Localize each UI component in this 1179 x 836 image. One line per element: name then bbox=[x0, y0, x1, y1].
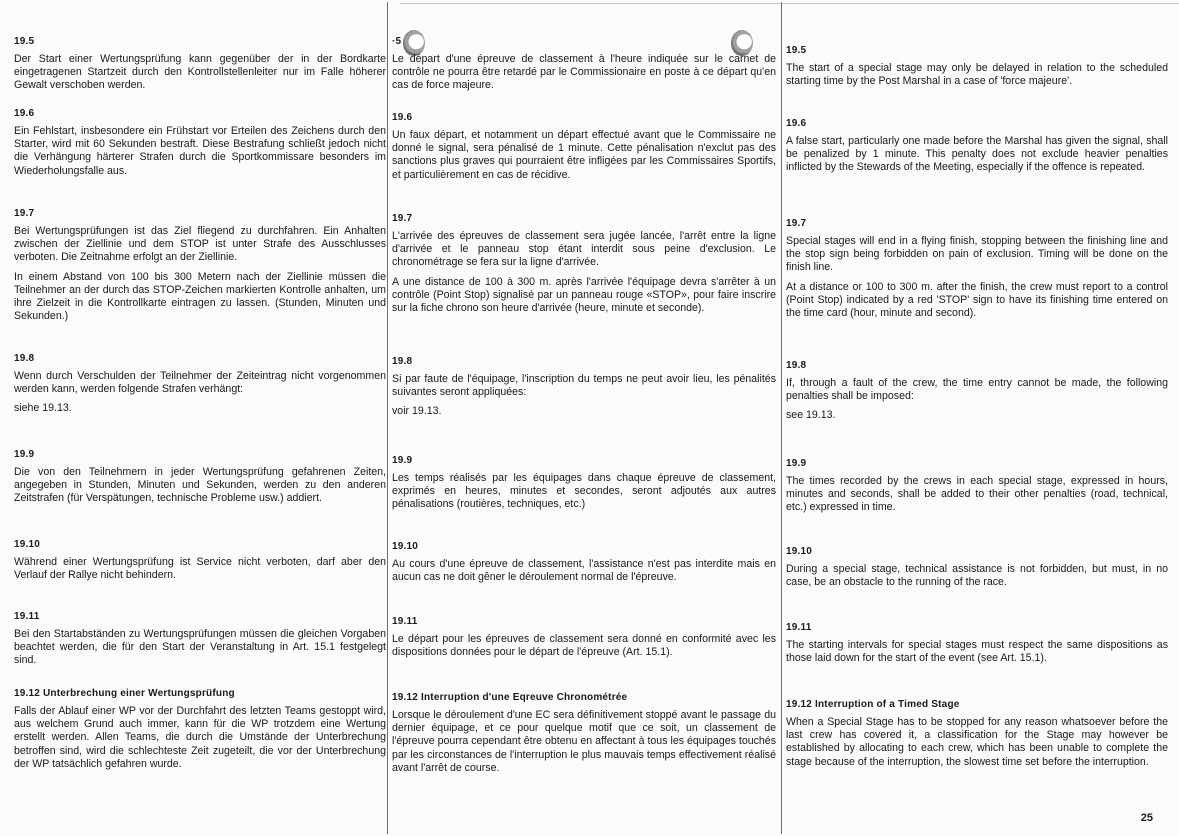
section-heading: 19.10 bbox=[786, 546, 813, 557]
section-paragraph: Si par faute de l'équipage, l'inscription du temps ne peut avoir lieu, les pénalités suivantes seront appliquées: bbox=[392, 373, 776, 399]
section-heading: 19.9 bbox=[392, 455, 413, 466]
section-paragraph: In einem Abstand von 100 bis 300 Metern nach der Ziellinie müssen die Teilnehmer an der durch das STOP-Zeichen markierten Kontrolle anhalten, um ihre Zielzeit in die Kontrollkarte eintragen zu lassen. (Stunden, Minuten und Sekunden.) bbox=[14, 270, 386, 323]
section-heading: 19.7 bbox=[392, 213, 413, 224]
section-en-10 bbox=[786, 546, 1168, 595]
section-heading: 19.11 bbox=[786, 622, 812, 633]
column-english bbox=[786, 0, 1168, 836]
section-heading: 19.8 bbox=[786, 360, 807, 371]
section-de-8 bbox=[14, 353, 386, 422]
section-paragraph: Während einer Wertungsprüfung ist Service nicht verboten, darf aber den Verlauf der Rallye nicht behindern. bbox=[14, 556, 386, 582]
section-heading: 19.12 Unterbrechung einer Wertungsprüfung bbox=[14, 688, 235, 699]
section-de-7 bbox=[14, 208, 386, 329]
section-heading: 19.12 Interruption d'une Eqreuve Chronométrée bbox=[392, 692, 628, 703]
section-en-8 bbox=[786, 360, 1168, 429]
section-heading: 19.6 bbox=[392, 112, 413, 123]
section-paragraph: Au cours d'une épreuve de classement, l'assistance n'est pas interdite mais en aucun cas ne doit gêner le déroulement normal de l'épreuve. bbox=[392, 558, 776, 584]
section-de-5 bbox=[14, 36, 386, 99]
section-de-12 bbox=[14, 688, 386, 777]
section-paragraph: siehe 19.13. bbox=[14, 402, 72, 415]
section-fr-9 bbox=[392, 455, 776, 518]
section-heading: 19.7 bbox=[786, 218, 807, 229]
section-heading: 19.8 bbox=[392, 356, 413, 367]
section-heading: 19.11 bbox=[392, 616, 418, 627]
section-fr-11 bbox=[392, 616, 776, 665]
column-german bbox=[14, 0, 386, 836]
section-paragraph: The starting intervals for special stages must respect the same dispositions as those laid down for the start of the event (see Art. 15.1). bbox=[786, 639, 1168, 665]
section-paragraph: Bei den Startabständen zu Wertungsprüfungen müssen die gleichen Vorgaben beachtet werden, die für den Start der Veranstaltung in Art. 15.1 festgelegt sind. bbox=[14, 628, 386, 667]
section-heading: 19.8 bbox=[14, 353, 35, 364]
section-paragraph: If, through a fault of the crew, the time entry cannot be made, the following penalties shall be imposed: bbox=[786, 377, 1168, 403]
section-fr-6 bbox=[392, 112, 776, 188]
section-de-9 bbox=[14, 449, 386, 512]
section-paragraph: Lorsque le déroulement d'une EC sera définitivement stoppé avant le passage du dernier équipage, et ce pour quelque motif que ce soit, un classement de l'épreuve pourra cependant être obtenu en affectant à tous les équipages touchés par les circonstances de l'interruption le plus mauvais temps effectivement réalisé avant l'arrêt de course. bbox=[392, 709, 776, 774]
section-heading: 19.10 bbox=[392, 541, 419, 552]
section-paragraph: Les temps réalisés par les équipages dans chaque épreuve de classement, exprimés en heures, minutes et secondes, seront adjoutés aux autres pénalisations (routières, techniques, etc.) bbox=[392, 472, 776, 511]
column-divider bbox=[387, 2, 388, 834]
section-paragraph: L'arrivée des épreuves de classement sera jugée lancée, l'arrêt entre la ligne d'arrivée et le panneau stop étant interdit sous peine d'exclusion. Le chronométrage se fera sur la ligne d'arrivée. bbox=[392, 230, 776, 269]
section-heading: 19.6 bbox=[14, 108, 35, 119]
section-paragraph: The times recorded by the crews in each special stage, expressed in hours, minutes and seconds, shall be added to their other penalties (road, technical, etc.) expressed in time. bbox=[786, 475, 1168, 514]
section-heading: 19.7 bbox=[14, 208, 35, 219]
section-heading: ·5 bbox=[392, 36, 402, 47]
section-heading: 19.10 bbox=[14, 539, 41, 550]
section-paragraph: Falls der Ablauf einer WP vor der Durchfahrt des letzten Teams gestoppt wird, aus welchem Grund auch immer, kann für die WP trotzdem eine Wertung erstellt werden. Allen Teams, die durch die Umstände der Unterbrechung betroffen sind, wird die schlechteste Zeit zugeteilt, die vor der Unterbrechung der WP tatsächlich gefahren wurde. bbox=[14, 705, 386, 770]
section-en-5 bbox=[786, 45, 1168, 94]
section-heading: 19.9 bbox=[14, 449, 35, 460]
section-paragraph: voir 19.13. bbox=[392, 405, 442, 418]
page-number: 25 bbox=[1140, 812, 1153, 824]
section-en-7 bbox=[786, 218, 1168, 326]
section-paragraph: Ein Fehlstart, insbesondere ein Frühstart vor Erteilen des Zeichens durch den Starter, wird mit 60 Sekunden bestraft. Diese Bestrafung schließt jedoch nicht die Verhängung härterer Strafen durch die Sportkommissare besonders im Wiederholungsfalle aus. bbox=[14, 125, 386, 177]
section-paragraph: Special stages will end in a flying finish, stopping between the finishing line and the stop sign being forbidden on pain of exclusion. Timing will be done on the finish line. bbox=[786, 235, 1168, 274]
section-heading: 19.9 bbox=[786, 458, 807, 469]
section-paragraph: The start of a special stage may only be delayed in relation to the scheduled starting time by the Post Marshal in a case of 'force majeure'. bbox=[786, 62, 1168, 88]
section-heading: 19.5 bbox=[786, 45, 807, 56]
section-paragraph: A false start, particularly one made before the Marshal has given the signal, shall be penalized by 1 minute. This penalty does not exclude heavier penalties inflicted by the Stewards of the Meeting, especially if the offence is repeated. bbox=[786, 135, 1168, 174]
section-fr-8 bbox=[392, 356, 776, 425]
section-paragraph: Der Start einer Wertungsprüfung kann gegenüber der in der Bordkarte eingetragenen Startzeit durch den Kontrollstellenleiter nur im Falle höherer Gewalt verschoben werden. bbox=[14, 53, 386, 92]
section-paragraph: Wenn durch Verschulden der Teilnehmer der Zeiteintrag nicht vorgenommen werden kann, werden folgende Strafen verhängt: bbox=[14, 370, 386, 396]
section-de-10 bbox=[14, 539, 386, 588]
section-paragraph: Bei Wertungsprüfungen ist das Ziel fliegend zu durchfahren. Ein Anhalten zwischen der Ziellinie und dem STOP ist unter Strafe des Ausschlusses verboten. Die Zeitnahme erfolgt an der Ziellinie. bbox=[14, 225, 386, 264]
section-fr-5 bbox=[392, 36, 776, 99]
section-de-11 bbox=[14, 611, 386, 674]
section-paragraph: see 19.13. bbox=[786, 409, 836, 422]
section-paragraph: A une distance de 100 à 300 m. après l'arrivée l'équipage devra s'arrêter à un contrôle (Point Stop) signalisé par un panneau rouge «STOP», pour faire inscrire sur la fiche chrono son heure d'arrivée (heure, minute et seconde). bbox=[392, 275, 776, 315]
section-paragraph: Un faux départ, et notamment un départ effectué avant que le Commissaire ne donné le signal, sera pénalisé de 1 minute. Cette pénalisation n'exclut pas des sanctions plus graves qui pourraient être infligées par les Commissaires Sportifs, et particulièrement en cas de récidive. bbox=[392, 129, 776, 181]
section-heading: 19.6 bbox=[786, 118, 807, 129]
section-en-6 bbox=[786, 118, 1168, 181]
section-paragraph: Le départ d'une épreuve de classement à l'heure indiquée sur le carnet de contrôle ne pourra être retardé par le Commissionaire en poste à ce départ qu'en cas de force majeure. bbox=[392, 53, 776, 92]
section-de-6 bbox=[14, 108, 386, 184]
section-paragraph: At a distance or 100 to 300 m. after the finish, the crew must report to a control (Point Stop) indicated by a red 'STOP' sign to have its finishing time entered on the time card (hour, minute and second). bbox=[786, 280, 1168, 320]
section-en-12 bbox=[786, 699, 1168, 775]
column-french bbox=[392, 0, 776, 836]
section-en-11 bbox=[786, 622, 1168, 671]
section-en-9 bbox=[786, 458, 1168, 521]
section-heading: 19.12 Interruption of a Timed Stage bbox=[786, 699, 960, 710]
section-paragraph: When a Special Stage has to be stopped for any reason whatsoever before the last crew has covered it, a classification for the Stage may however be established by allocating to each crew, which has been unable to complete the stage because of the interruption, the slowest time set before the interruption. bbox=[786, 716, 1168, 768]
section-fr-10 bbox=[392, 541, 776, 590]
section-heading: 19.5 bbox=[14, 36, 35, 47]
column-divider bbox=[781, 2, 782, 834]
section-fr-7 bbox=[392, 213, 776, 321]
section-paragraph: During a special stage, technical assistance is not forbidden, but must, in no case, be an obstacle to the running of the race. bbox=[786, 563, 1168, 589]
section-paragraph: Die von den Teilnehmern in jeder Wertungsprüfung gefahrenen Zeiten, angegeben in Stunden, Minuten und Sekunden, werden zu den anderen Zeitstrafen (für Verspätungen, technische Probleme usw.) addiert. bbox=[14, 466, 386, 505]
section-paragraph: Le départ pour les épreuves de classement sera donné en conformité avec les dispositions données pour le départ de l'épreuve (Art. 15.1). bbox=[392, 633, 776, 659]
section-fr-12 bbox=[392, 692, 776, 781]
section-heading: 19.11 bbox=[14, 611, 40, 622]
